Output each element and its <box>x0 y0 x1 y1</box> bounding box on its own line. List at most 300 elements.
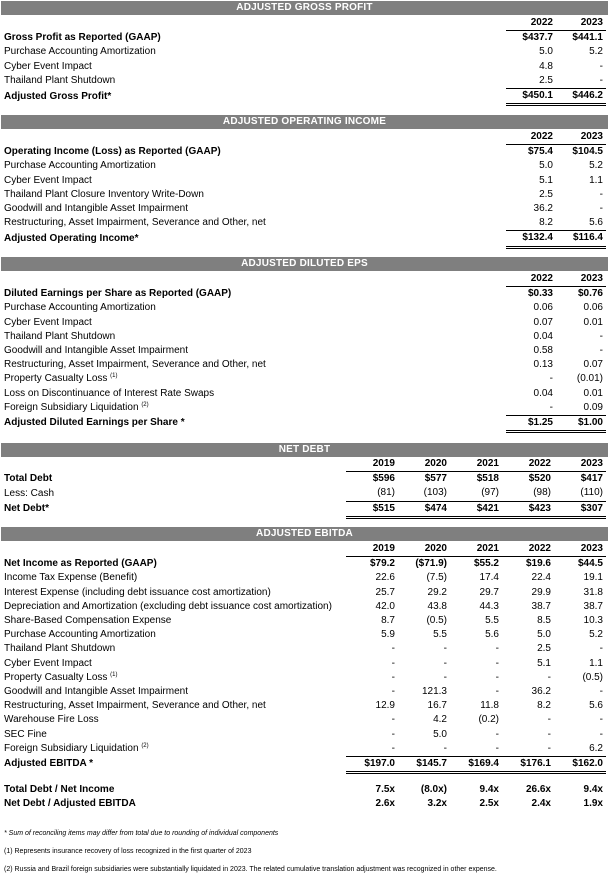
row-value: - <box>346 742 398 757</box>
row-label-text: Diluted Earnings per Share as Reported (GAAP) <box>4 288 232 300</box>
row-label-text: Interest Expense (including debt issuance cost amortization) <box>4 586 271 598</box>
total-value: $1.00 <box>556 415 606 431</box>
year-header: 2023 <box>556 272 606 287</box>
ratio-value: 9.4x <box>479 784 499 796</box>
row-value: - <box>599 188 603 200</box>
row-value: 0.58 <box>533 345 553 357</box>
year-header: 2020 <box>398 457 450 472</box>
row-label <box>2 74 506 89</box>
gross-profit-header: ADJUSTED GROSS PROFIT <box>1 1 608 15</box>
table-row <box>2 159 606 173</box>
year-header-row <box>2 457 606 472</box>
footnote-asterisk: * Sum of reconciling items may differ from total due to rounding of individual components <box>4 830 279 837</box>
total-value: $169.4 <box>450 756 502 772</box>
row-value: $417 <box>580 473 603 485</box>
row-value: 29.2 <box>427 586 447 598</box>
row-label-text: Goodwill and Intangible Asset Impairment <box>4 685 188 697</box>
table-row <box>2 174 606 188</box>
row-value: 5.0 <box>539 46 553 58</box>
row-label <box>2 614 346 628</box>
row-label <box>2 31 506 46</box>
row-label-text: Purchase Accounting Amortization <box>4 160 156 172</box>
row-label <box>2 344 506 358</box>
total-value: $145.7 <box>398 756 450 772</box>
row-value: 0.06 <box>583 302 603 314</box>
year-header: 2022 <box>506 16 556 31</box>
gross-profit-table <box>2 16 606 106</box>
row-label-text: Thailand Plant Shutdown <box>4 75 116 87</box>
row-value: - <box>599 714 603 726</box>
row-value: - <box>599 345 603 357</box>
total-value: $1.25 <box>506 415 556 431</box>
row-value: 31.8 <box>583 586 603 598</box>
ratio-value: 2.5x <box>479 798 499 810</box>
row-label-text: Goodwill and Intangible Asset Impairment <box>4 345 188 357</box>
row-label <box>2 301 506 315</box>
row-label <box>2 557 346 572</box>
row-value: - <box>502 742 554 757</box>
row-label-text: Property Casualty Loss <box>4 671 108 683</box>
table-row <box>2 372 606 386</box>
row-value: 5.2 <box>589 629 603 641</box>
row-label-text: Purchase Accounting Amortization <box>4 46 156 58</box>
row-value: 4.8 <box>539 60 553 72</box>
row-value: 5.6 <box>556 216 606 231</box>
spacer <box>2 773 606 784</box>
row-value: 2.5 <box>506 74 556 89</box>
table-row <box>2 202 606 216</box>
row-value: 12.9 <box>375 700 395 712</box>
row-label <box>2 330 506 344</box>
table-row <box>2 387 606 401</box>
row-label-text: Gross Profit as Reported (GAAP) <box>4 32 161 44</box>
row-label <box>2 727 346 741</box>
row-value: - <box>450 742 502 757</box>
table-row <box>2 316 606 330</box>
row-value: $44.5 <box>577 558 603 570</box>
row-value: (7.5) <box>426 572 447 584</box>
row-value: 5.0 <box>539 160 553 172</box>
total-value: $474 <box>398 501 450 517</box>
total-label: Adjusted Operating Income* <box>4 232 139 244</box>
row-value: 5.1 <box>539 174 553 186</box>
table-row <box>2 657 606 671</box>
table-row <box>2 188 606 202</box>
row-value: - <box>599 685 603 697</box>
total-row <box>2 88 606 104</box>
row-label <box>2 571 346 585</box>
diluted-eps-header: ADJUSTED DILUTED EPS <box>1 257 608 271</box>
row-value: $577 <box>424 473 447 485</box>
row-value: 2.5 <box>539 188 553 200</box>
row-value: 17.4 <box>479 572 499 584</box>
row-value: (0.5) <box>426 615 447 627</box>
row-label-text: Foreign Subsidiary Liquidation <box>4 742 139 754</box>
total-value: $446.2 <box>556 88 606 104</box>
year-header: 2019 <box>346 542 398 557</box>
ratio-value: (8.0x) <box>420 784 447 796</box>
footnote-ref: (1) <box>110 373 118 380</box>
row-value: - <box>443 643 447 655</box>
row-value: - <box>547 714 551 726</box>
row-label-text: Cyber Event Impact <box>4 316 92 328</box>
row-value: - <box>599 728 603 740</box>
row-value: 44.3 <box>479 600 499 612</box>
total-value: $450.1 <box>506 88 556 104</box>
total-label: Adjusted Gross Profit* <box>4 90 112 102</box>
row-value: 8.7 <box>381 615 395 627</box>
row-label <box>2 159 506 173</box>
total-value: $162.0 <box>554 756 606 772</box>
row-value: $596 <box>372 473 395 485</box>
year-header: 2023 <box>556 16 606 31</box>
row-label <box>2 145 506 160</box>
ratio-row <box>2 797 606 811</box>
row-value: $104.5 <box>572 146 603 158</box>
row-label <box>2 642 346 656</box>
row-value: (103) <box>398 486 450 501</box>
row-label <box>2 699 346 713</box>
row-value: 5.9 <box>381 629 395 641</box>
row-value: $19.6 <box>525 558 551 570</box>
row-label-text: Thailand Plant Shutdown <box>4 330 116 342</box>
row-value: - <box>443 671 447 683</box>
diluted-eps-table <box>2 272 606 433</box>
row-label-text: Depreciation and Amortization (excluding debt issuance cost amortization) <box>4 600 332 612</box>
row-value: 22.6 <box>375 572 395 584</box>
row-value: 5.2 <box>589 46 603 58</box>
row-value: 0.01 <box>583 387 603 399</box>
footnote-ref: (2) <box>141 402 149 409</box>
row-value: 42.0 <box>375 600 395 612</box>
row-value: $75.4 <box>527 146 553 158</box>
total-value: $515 <box>346 501 398 517</box>
row-value: ($71.9) <box>415 558 447 570</box>
year-header-blank <box>2 16 506 31</box>
row-label-text: Income Tax Expense (Benefit) <box>4 572 138 584</box>
row-value: $437.7 <box>522 32 553 44</box>
row-label-text: Share-Based Compensation Expense <box>4 615 172 627</box>
year-header: 2023 <box>556 130 606 145</box>
row-label <box>2 472 346 487</box>
row-value: 5.5 <box>433 629 447 641</box>
ebitda-header: ADJUSTED EBITDA <box>1 527 608 541</box>
row-label-text: Warehouse Fire Loss <box>4 714 99 726</box>
row-label <box>2 60 506 74</box>
table-row <box>2 60 606 74</box>
year-header-row <box>2 16 606 31</box>
row-value: - <box>495 643 499 655</box>
row-label <box>2 401 506 416</box>
row-value: - <box>391 685 395 697</box>
row-label <box>2 713 346 727</box>
table-row <box>2 628 606 642</box>
row-value: 5.6 <box>589 700 603 712</box>
row-label-text: Thailand Plant Shutdown <box>4 643 116 655</box>
row-value: 0.06 <box>533 302 553 314</box>
row-label <box>2 358 506 372</box>
table-row <box>2 472 606 487</box>
row-value: 4.2 <box>433 714 447 726</box>
net-debt-table <box>2 457 606 519</box>
year-header: 2022 <box>506 272 556 287</box>
table-row <box>2 358 606 372</box>
row-value: $0.33 <box>527 288 553 300</box>
row-value: 16.7 <box>427 700 447 712</box>
row-label-text: Cyber Event Impact <box>4 60 92 72</box>
total-value: $421 <box>450 501 502 517</box>
row-value: - <box>495 671 499 683</box>
year-header: 2023 <box>554 457 606 472</box>
total-value: $423 <box>502 501 554 517</box>
year-header: 2019 <box>346 457 398 472</box>
row-label <box>2 628 346 642</box>
row-value: 5.1 <box>537 657 551 669</box>
table-row <box>2 671 606 685</box>
row-value: - <box>391 728 395 740</box>
table-row <box>2 330 606 344</box>
total-row <box>2 756 606 772</box>
row-value: 1.1 <box>589 174 603 186</box>
row-label-text: Goodwill and Intangible Asset Impairment <box>4 203 188 215</box>
row-value: 36.2 <box>531 685 551 697</box>
row-label <box>2 202 506 216</box>
table-row <box>2 557 606 572</box>
table-row <box>2 727 606 741</box>
row-value: - <box>549 373 553 385</box>
row-value: - <box>398 742 450 757</box>
row-label-text: Restructuring, Asset Impairment, Severance and Other, net <box>4 217 266 229</box>
table-row <box>2 699 606 713</box>
row-label <box>2 216 506 231</box>
row-label <box>2 387 506 401</box>
ebitda-table <box>2 542 606 811</box>
row-label-text: Purchase Accounting Amortization <box>4 629 156 641</box>
ratio-value: 9.4x <box>583 784 603 796</box>
row-value: 5.6 <box>485 629 499 641</box>
row-label <box>2 586 346 600</box>
ratio-value: 26.6x <box>525 784 551 796</box>
row-value: $79.2 <box>369 558 395 570</box>
row-label-text: Operating Income (Loss) as Reported (GAAP) <box>4 146 221 158</box>
row-label-text: Thailand Plant Closure Inventory Write-Down <box>4 188 204 200</box>
row-label-text: Property Casualty Loss <box>4 373 108 385</box>
row-value: $0.76 <box>577 288 603 300</box>
table-row <box>2 586 606 600</box>
table-row <box>2 614 606 628</box>
row-value: 0.09 <box>556 401 606 416</box>
row-value: 19.1 <box>583 572 603 584</box>
row-value: 5.0 <box>537 629 551 641</box>
row-label <box>2 600 346 614</box>
row-label-text: Cyber Event Impact <box>4 657 92 669</box>
row-value: - <box>495 728 499 740</box>
row-value: - <box>599 203 603 215</box>
total-row <box>2 415 606 431</box>
year-header-row <box>2 130 606 145</box>
table-row <box>2 685 606 699</box>
row-value: 10.3 <box>583 615 603 627</box>
year-header-blank <box>2 272 506 287</box>
table-row <box>2 287 606 302</box>
total-label: Adjusted Diluted Earnings per Share * <box>4 417 185 429</box>
ratio-row <box>2 783 606 797</box>
row-label-text: Purchase Accounting Amortization <box>4 302 156 314</box>
row-label <box>2 685 346 699</box>
table-row <box>2 45 606 59</box>
row-value: (97) <box>450 486 502 501</box>
table-row <box>2 145 606 160</box>
row-value: - <box>391 714 395 726</box>
table-row <box>2 301 606 315</box>
total-label: Adjusted EBITDA * <box>4 758 94 770</box>
row-value: $520 <box>528 473 551 485</box>
row-value: - <box>599 643 603 655</box>
row-value: - <box>391 643 395 655</box>
ratio-value: 7.5x <box>375 784 395 796</box>
row-value: 0.04 <box>533 330 553 342</box>
row-value: 0.07 <box>583 359 603 371</box>
year-header-blank <box>2 457 346 472</box>
total-value: $197.0 <box>346 756 398 772</box>
row-value: $55.2 <box>473 558 499 570</box>
year-header: 2020 <box>398 542 450 557</box>
ratio-label: Total Debt / Net Income <box>4 784 115 796</box>
row-value: 25.7 <box>375 586 395 598</box>
year-header-row <box>2 272 606 287</box>
operating-income-header: ADJUSTED OPERATING INCOME <box>1 115 608 129</box>
row-label-text: Less: Cash <box>4 487 55 499</box>
row-value: (81) <box>346 486 398 501</box>
ratio-value: 3.2x <box>427 798 447 810</box>
row-value: 5.5 <box>485 615 499 627</box>
year-header: 2022 <box>506 130 556 145</box>
year-header: 2022 <box>502 542 554 557</box>
row-value: 1.1 <box>589 657 603 669</box>
table-row <box>2 486 606 501</box>
table-row <box>2 600 606 614</box>
row-label <box>2 287 506 302</box>
row-label <box>2 742 346 757</box>
table-row <box>2 713 606 727</box>
row-label-text: Cyber Event Impact <box>4 174 92 186</box>
row-value: (0.2) <box>478 714 499 726</box>
row-value: 38.7 <box>583 600 603 612</box>
row-label <box>2 45 506 59</box>
row-value: - <box>506 401 556 416</box>
row-label-text: Loss on Discontinuance of Interest Rate Swaps <box>4 387 215 399</box>
ratio-label: Net Debt / Adjusted EBITDA <box>4 798 136 810</box>
footnote-ref: (1) <box>110 671 118 678</box>
row-value: 29.9 <box>531 586 551 598</box>
row-label <box>2 372 506 386</box>
spacer-row <box>2 773 606 784</box>
row-value: 36.2 <box>533 203 553 215</box>
row-value: - <box>547 671 551 683</box>
row-value: 38.7 <box>531 600 551 612</box>
row-value: - <box>599 60 603 72</box>
year-header: 2023 <box>554 542 606 557</box>
row-label <box>2 188 506 202</box>
footnote-ref: (2) <box>141 742 149 749</box>
total-value: $307 <box>554 501 606 517</box>
row-label-text: Restructuring, Asset Impairment, Severance and Other, net <box>4 359 266 371</box>
row-label <box>2 486 346 501</box>
year-header-blank <box>2 542 346 557</box>
table-row <box>2 742 606 757</box>
row-label <box>2 316 506 330</box>
row-value: - <box>547 728 551 740</box>
table-row <box>2 31 606 46</box>
row-value: 0.01 <box>583 316 603 328</box>
total-value: $116.4 <box>556 231 606 247</box>
row-value: 0.07 <box>533 316 553 328</box>
total-row <box>2 501 606 517</box>
row-label <box>2 657 346 671</box>
table-row <box>2 571 606 585</box>
total-label: Net Debt* <box>4 503 50 515</box>
table-row <box>2 642 606 656</box>
row-value: 43.8 <box>427 600 447 612</box>
row-value: 0.13 <box>533 359 553 371</box>
row-value: (98) <box>502 486 554 501</box>
row-value: - <box>391 657 395 669</box>
year-header: 2021 <box>450 457 502 472</box>
row-label-text: Net Income as Reported (GAAP) <box>4 558 157 570</box>
row-value: - <box>495 685 499 697</box>
row-label-text: Restructuring, Asset Impairment, Severance and Other, net <box>4 700 266 712</box>
row-value: 29.7 <box>479 586 499 598</box>
row-value: $518 <box>476 473 499 485</box>
row-value: 8.2 <box>537 700 551 712</box>
table-row <box>2 344 606 358</box>
row-value: 11.8 <box>480 700 499 712</box>
row-value: 5.2 <box>589 160 603 172</box>
row-value: 8.5 <box>537 615 551 627</box>
row-value: 5.0 <box>433 728 447 740</box>
row-label <box>2 174 506 188</box>
net-debt-header: NET DEBT <box>1 443 608 457</box>
table-row <box>2 401 606 416</box>
row-value: $441.1 <box>572 32 603 44</box>
row-label-text: Foreign Subsidiary Liquidation <box>4 402 139 414</box>
operating-income-table <box>2 130 606 249</box>
ratio-value: 2.4x <box>531 798 551 810</box>
row-label <box>2 671 346 685</box>
row-value: (0.5) <box>582 671 603 683</box>
row-label-text: SEC Fine <box>4 728 47 740</box>
year-header: 2022 <box>502 457 554 472</box>
total-value: $132.4 <box>506 231 556 247</box>
year-header-row <box>2 542 606 557</box>
total-row <box>2 231 606 247</box>
table-row <box>2 74 606 89</box>
year-header: 2021 <box>450 542 502 557</box>
row-value: - <box>599 330 603 342</box>
row-value: - <box>495 657 499 669</box>
row-value: (0.01) <box>576 373 603 385</box>
table-row <box>2 216 606 231</box>
row-value: 121.3 <box>421 685 447 697</box>
row-value: - <box>443 657 447 669</box>
year-header-blank <box>2 130 506 145</box>
total-value: $176.1 <box>502 756 554 772</box>
row-value: - <box>556 74 606 89</box>
row-value: 2.5 <box>537 643 551 655</box>
row-value: 22.4 <box>531 572 551 584</box>
row-value: 8.2 <box>506 216 556 231</box>
footnote-2: (2) Russia and Brazil foreign subsidiaries were substantially liquidated in 2023. The related cumulative translation adjustment was recognized in other expense. <box>4 866 497 873</box>
